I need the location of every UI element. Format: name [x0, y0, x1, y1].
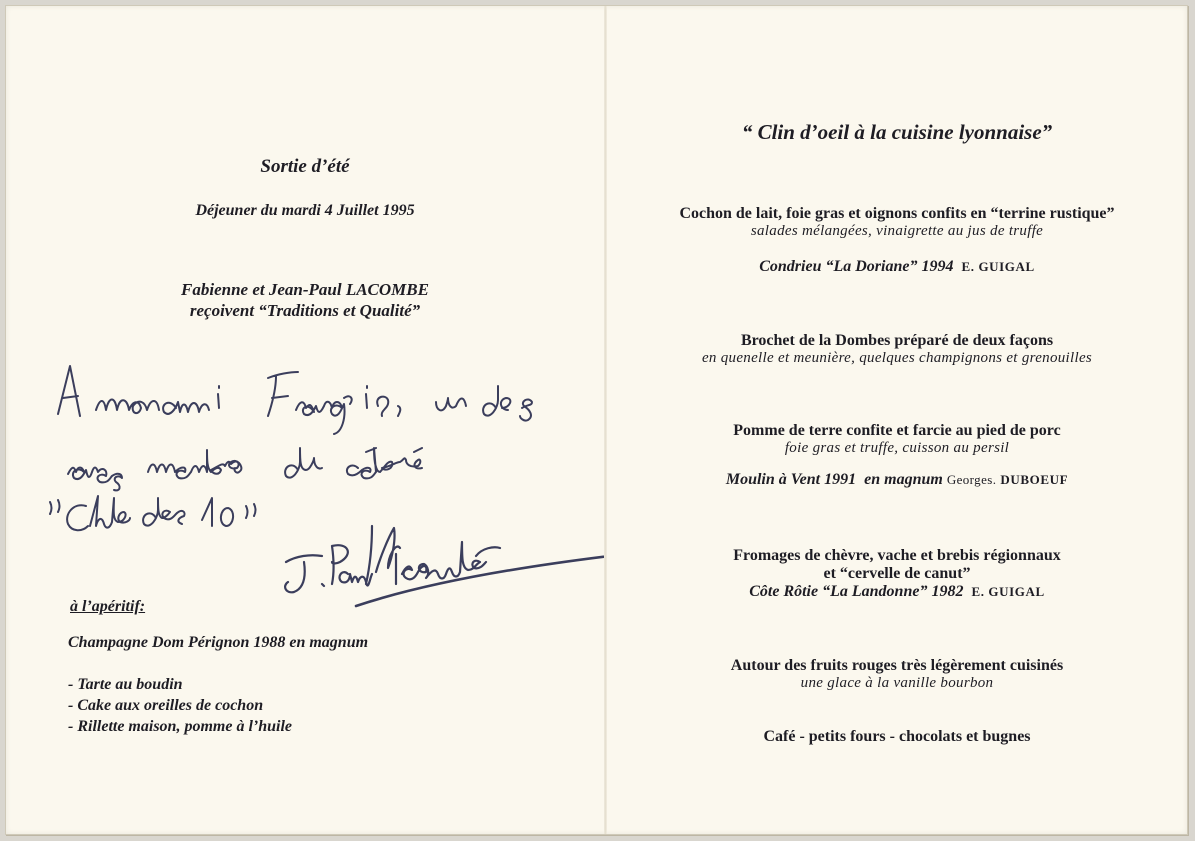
hosts-line-1: Fabienne et Jean-Paul LACOMBE: [181, 280, 429, 299]
wine-2: [607, 471, 1187, 489]
course-detail: foie gras et truffe, cuisson au persil: [784, 440, 1010, 456]
wine-name: Condrieu “La Doriane” 1994: [759, 258, 954, 275]
course-6: [607, 728, 1187, 746]
course-5: [607, 657, 1187, 692]
course-main: Fromages de chèvre, vache et brebis régionnaux: [733, 547, 1061, 564]
aperitif-heading: à l’apéritif:: [70, 598, 146, 615]
left-page: [6, 6, 604, 834]
menu-card: [5, 5, 1188, 835]
menu-title: “ Clin d’oeil à la cuisine lyonnaise”: [741, 120, 1053, 144]
aperitif-section: [68, 598, 368, 737]
course-4: [607, 547, 1187, 601]
right-page: [607, 6, 1187, 834]
hosts-line-2: reçoivent “Traditions et Qualité”: [189, 301, 421, 320]
course-main-2: et “cervelle de canut”: [823, 565, 971, 582]
list-item: - Cake aux oreilles de cochon: [68, 697, 264, 714]
list-item: - Rillette maison, pomme à l’huile: [68, 718, 292, 735]
wine-maker-prefix: Georges.: [946, 472, 997, 487]
course-1: [607, 205, 1187, 276]
wine-maker: E. GUIGAL: [971, 584, 1045, 599]
aperitif-items: [68, 674, 368, 737]
course-detail: salades mélangées, vinaigrette au jus de truffe: [750, 223, 1044, 239]
event-title: Sortie d’été: [260, 156, 350, 177]
course-detail: une glace à la vanille bourbon: [800, 675, 994, 691]
course-detail: en quenelle et meunière, quelques champignons et grenouilles: [701, 350, 1093, 366]
wine-1: [607, 258, 1187, 276]
wine-maker: DUBOEUF: [1000, 472, 1069, 487]
course-main: Pomme de terre confite et farcie au pied de porc: [733, 422, 1061, 439]
course-3: [607, 422, 1187, 489]
event-date: Déjeuner du mardi 4 Juillet 1995: [195, 202, 415, 219]
wine-maker: E. GUIGAL: [961, 259, 1035, 274]
course-main: Autour des fruits rouges très légèrement cuisinés: [730, 657, 1064, 674]
wine-name: Moulin à Vent 1991: [725, 471, 857, 488]
list-item: - Tarte au boudin: [68, 676, 183, 693]
wine-format: en magnum: [864, 471, 943, 488]
wine-name: Côte Rôtie “La Landonne” 1982: [749, 583, 964, 600]
course-main: Café - petits fours - chocolats et bugnes: [763, 728, 1031, 745]
signature: [285, 526, 500, 592]
course-main: Brochet de la Dombes préparé de deux façons: [740, 332, 1054, 349]
champagne-line: Champagne Dom Pérignon 1988 en magnum: [68, 634, 369, 651]
wine-3: [607, 583, 1187, 601]
course-2: [607, 332, 1187, 367]
course-main: Cochon de lait, foie gras et oignons confits en “terrine rustique”: [679, 205, 1115, 222]
